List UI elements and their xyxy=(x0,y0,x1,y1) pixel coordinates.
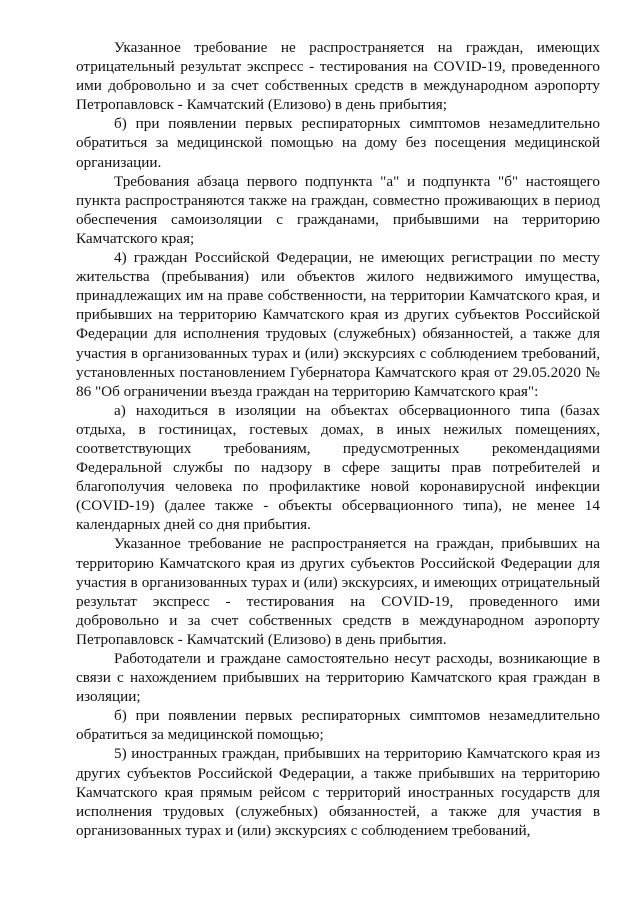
paragraph-item-5-foreign-citizens: 5) иностранных граждан, прибывших на территорию Камчатского края из других субъектов Российской Федерации, а также прибывших на территорию Камчатского края прямым рейсом с территорий иностранных государств для исполнения трудовых (служебных) обязанностей, а также для участия в организованных турах и (или) экскурсиях с соблюдением требований, xyxy=(76,745,600,839)
paragraph-exemption-express-test: Указанное требование не распространяется на граждан, имеющих отрицательный результат экспресс - тестирования на COVID-19, проведенного ими добровольно и за счет собственных средств в международном аэропорту Петропавловск - Камчатский (Елизово) в день прибытия; xyxy=(76,39,600,114)
paragraph-item-b-home-care: б) при появлении первых респираторных симптомов незамедлительно обратиться за медицинской помощью на дому без посещения медицинской организации. xyxy=(76,115,600,171)
paragraph-employer-expenses: Работодатели и граждане самостоятельно несут расходы, возникающие в связи с нахождением прибывших на территорию Камчатского края граждан в изоляции; xyxy=(76,650,600,706)
paragraph-cohabitants: Требования абзаца первого подпункта "а" и подпункта "б" настоящего пункта распространяются также на граждан, совместно проживающих в период обеспечения самоизоляции с гражданами, прибывшими на территорию Камчатского края; xyxy=(76,172,600,247)
paragraph-item-b-medical-help: б) при появлении первых респираторных симптомов незамедлительно обратиться за медицинской помощью; xyxy=(76,707,600,744)
paragraph-item-a-observation-isolation: а) находиться в изоляции на объектах обсервационного типа (базах отдыха, в гостиницах, гостевых домах, в иных нежилых помещениях, соответствующих требованиям, предусмотренных рекомендациями Федеральной службы по надзору в сфере защиты прав потребителей и благополучия человека по профилактике новой коронавирусной инфекции (COVID-19) (далее также - объекты обсервационного типа), не менее 14 календарных дней со дня прибытия. xyxy=(76,401,600,534)
document-page xyxy=(76,38,600,840)
paragraph-exemption-tours: Указанное требование не распространяется на граждан, прибывших на территорию Камчатского края из других субъектов Российской Федерации для участия в организованных турах и (или) экскурсиях, и имеющих отрицательный результат экспресс - тестирования на COVID-19, проведенного ими добровольно и за счет собственных средств в международном аэропорту Петропавловск - Камчатский (Елизово) в день прибытия. xyxy=(76,535,600,648)
paragraph-item-4-citizens: 4) граждан Российской Федерации, не имеющих регистрации по месту жительства (пребывания) или объектов жилого недвижимого имущества, принадлежащих им на праве собственности, на территории Камчатского края, и прибывших на территорию Камчатского края из других субъектов Российской Федерации для исполнения трудовых (служебных) обязанностей, а также для участия в организованных турах и (или) экскурсиях с соблюдением требований, установленных постановлением Губернатора Камчатского края от 29.05.2020 № 86 "Об ограничении въезда граждан на территорию Камчатского края": xyxy=(76,249,600,400)
